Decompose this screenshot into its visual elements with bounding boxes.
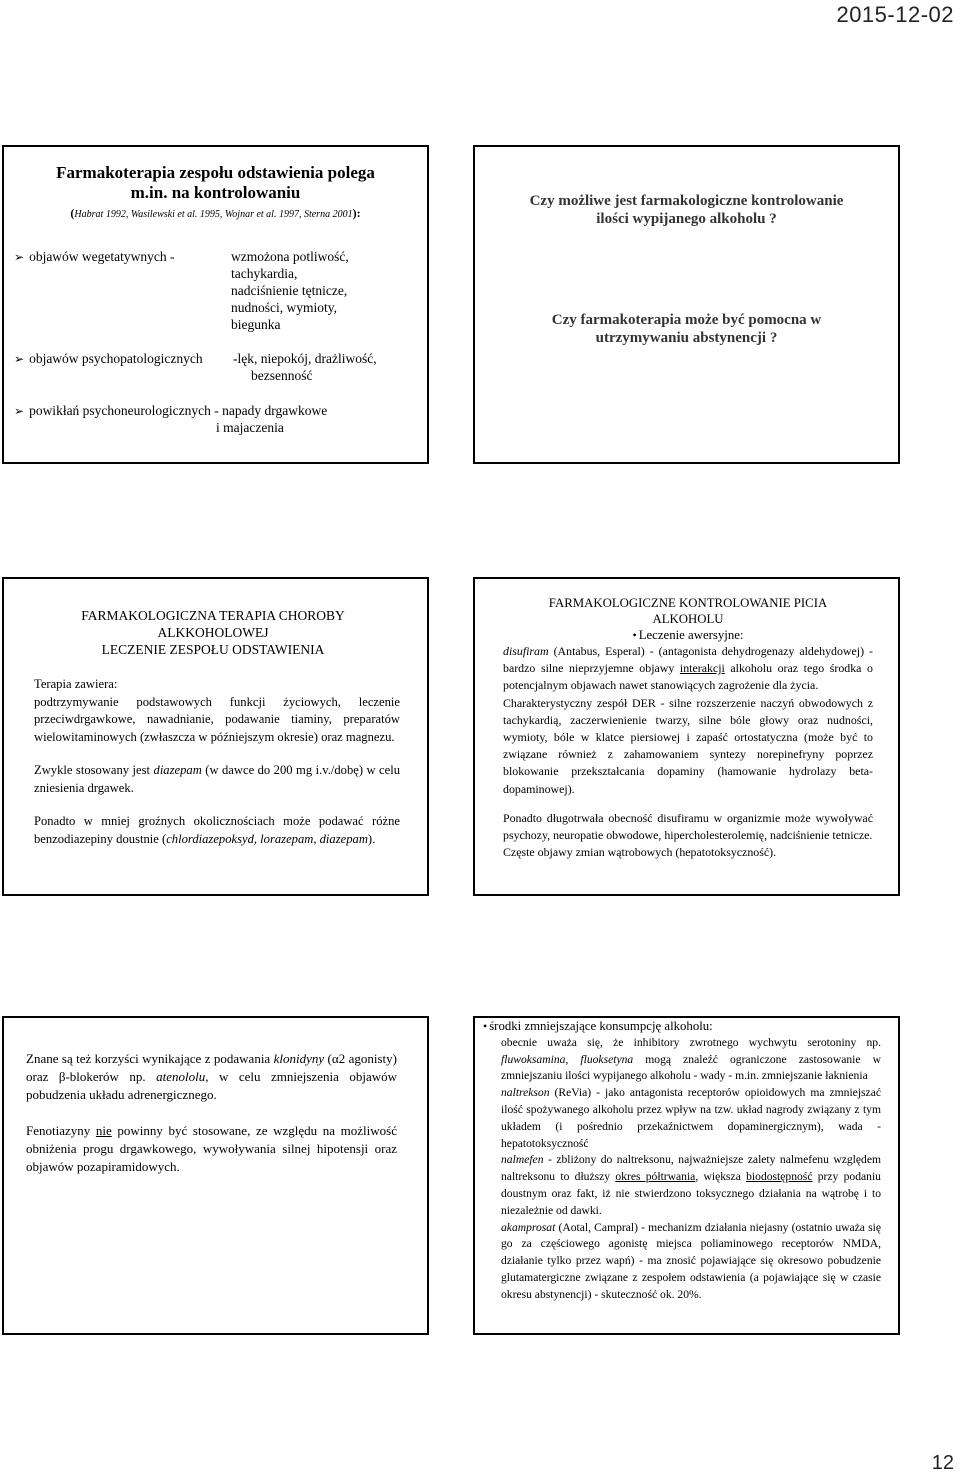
title-line-1: Farmakoterapia zespołu odstawienia polega [56,163,375,182]
therapy-description: podtrzymywanie podstawowych funkcji życiowych, leczenie przeciwdrgawkowe, nawadnianie, podawanie tiaminy, preparatów wielowitaminowych (zwłaszcza w późniejszym okresie) oraz magnezu. [34,694,400,744]
slide-heading: FARMAKOLOGICZNA TERAPIA CHOROBY ALKKOHOLOWEJ LECZENIE ZESPOŁU ODSTAWIENIA [81,608,345,657]
bullet-icon: • [483,1019,488,1033]
nalmefene-paragraph: nalmefen - zbliżony do naltreksonu, najważniejsze zalety nalmefenu względem naltreksonu to dłuższy okres półtrwania, większa biodostępność przy podaniu doustnym oraz fakt, iż nie stwierdzono toksycznego działania na wątrobę i to niezależnie od dawki. [501,1153,881,1217]
question-2: Czy farmakoterapia może być pomocna w utrzymywaniu abstynencji ? [551,312,822,346]
slide-clonidine [2,1016,429,1335]
title-line-2: m.in. na kontrolowaniu [130,183,301,202]
der-syndrome-paragraph: Charakterystyczny zespół DER - silne rozszerzenie naczyń obwodowych z tachykardią, zaczerwienienie twarzy, silne bóle głowy oraz nudności, wymioty, bóle w klatce piersiowej i zapaść ortostatyczna (może być to związane również z zahamowaniem syntezy norepinefryny poprzez blokowanie przekształcania dopaminy (hamowanie hydrolazy beta-dopaminowej). [503,695,873,796]
benzodiazepines-paragraph: Ponadto w mniej groźnych okolicznościach może podawać różne benzodiazepiny doustnie (chlordiazepoksyd, lorazepam, diazepam). [34,814,400,846]
naltrexone-paragraph: naltrekson (ReVia) - jako antagonista receptorów opioidowych ma zmniejszać ilość spożywanego alkoholu przez wpływ na tzw. układ nagrody związany z tym układem (i pośrednio przekaźnictwem dopaminergicznym), wada - hepatotoksyczność [501,1086,881,1150]
acamprosate-paragraph: akamprosat (Aotal, Campral) - mechanizm działania niejasny (ostatnio uważa się go za częściowego agonistę miejsca poliaminowego receptorów NMDA, działanie tylko przez wapń) - ma znosić pojawiające się okresowo pobudzenie glutamatergiczne związane z zespołem odstawienia (a pojawiające się w czasie okresu abstynencji) - skuteczność ok. 20%. [501,1220,881,1301]
list-item-vegetative: ➢ objawów wegetatywnych - [14,249,175,264]
slide-questions [473,145,900,464]
list-item-psychopathological: ➢ objawów psychopatologicznych [14,351,203,366]
aversive-treatment: • Leczenie awersyjne: [632,628,744,642]
print-date: 2015-12-02 [836,2,954,27]
neuro-line-2: i majaczenia [216,420,284,435]
long-term-effects: Ponadto długotrwała obecność disufiramu w organizmie może wywoływać psychozy, neuropatie obwodowe, hipercholesterolemię, nadciśnienie tetnicze. [503,810,873,843]
slide-withdrawal-treatment [2,577,429,896]
arrow-bullet-icon: ➢ [14,250,25,264]
psychopathological-symptoms: -lęk, niepokój, drażliwość, bezsenność [233,351,377,383]
ssri-paragraph: obecnie uważa się, że inhibitory zwrotnego wychwytu serotoniny np. fluwoksamina, fluoksetyna mogą znaleźć ograniczone zastosowanie w zmniejszaniu ilości wypijanego alkoholu - wady - m.in. zmniejszanie łaknienia [501,1035,881,1083]
slide-withdrawal-symptoms [2,145,429,464]
vegetative-symptoms: wzmożona potliwość, tachykardia, nadciśnienie tętnicze, nudności, wymioty, biegunka [231,249,349,332]
page-number: 12 [931,1452,954,1474]
arrow-bullet-icon: ➢ [14,404,25,418]
clonidine-paragraph: Znane są też korzyści wynikające z podawania klonidyny (α2 agonisty) oraz β-blokerów np. atenololu, w celu zmniejszenia objawów pobudzenia układu adrenergicznego. [26,1051,397,1102]
list-item-neurological: ➢ powikłań psychoneurologicznych - napady drgawkowe [14,403,328,418]
liver-changes: Częste objawy zmian wątrobowych (hepatotoksyczność). [503,845,777,860]
diazepam-paragraph: Zwykle stosowany jest diazepam (w dawce do 200 mg i.v./dobę) w celu zniesienia drgawek. [34,763,401,795]
arrow-bullet-icon: ➢ [14,352,25,366]
slide-heading: • środki zmniejszające konsumpcję alkoholu: [483,1019,713,1033]
slide-consumption-reducers [473,1016,900,1335]
slide-heading: FARMAKOLOGICZNE KONTROLOWANIE PICIA ALKOHOLU • Leczenie awersyjne: [503,595,873,643]
question-1: Czy możliwe jest farmakologiczne kontrolowanie ilości wypijanego alkoholu ? [529,193,844,227]
slide-title [4,163,427,223]
therapy-intro: Terapia zawiera: [34,677,118,691]
phenothiazines-paragraph: Fenotiazyny nie powinny być stosowane, ze względu na możliwość obniżenia progu drgawkowego, wywoływania silnej hipotensji oraz objawów pozapiramidowych. [26,1123,397,1174]
disulfiram-paragraph: disufiram (Antabus, Esperal) - (antagonista dehydrogenazy aldehydowej) - bardzo silne nieprzyjemne objawy interakcji alkoholu oraz tego środka o potencjalnym objawach nawet stanowiących zagrożenie dla życia. [503,644,873,693]
slide-drinking-control [473,577,900,896]
citation: (Habrat 1992, Wasilewski et al. 1995, Wojnar et al. 1997, Sterna 2001): [70,206,361,220]
bullet-icon: • [632,628,637,642]
